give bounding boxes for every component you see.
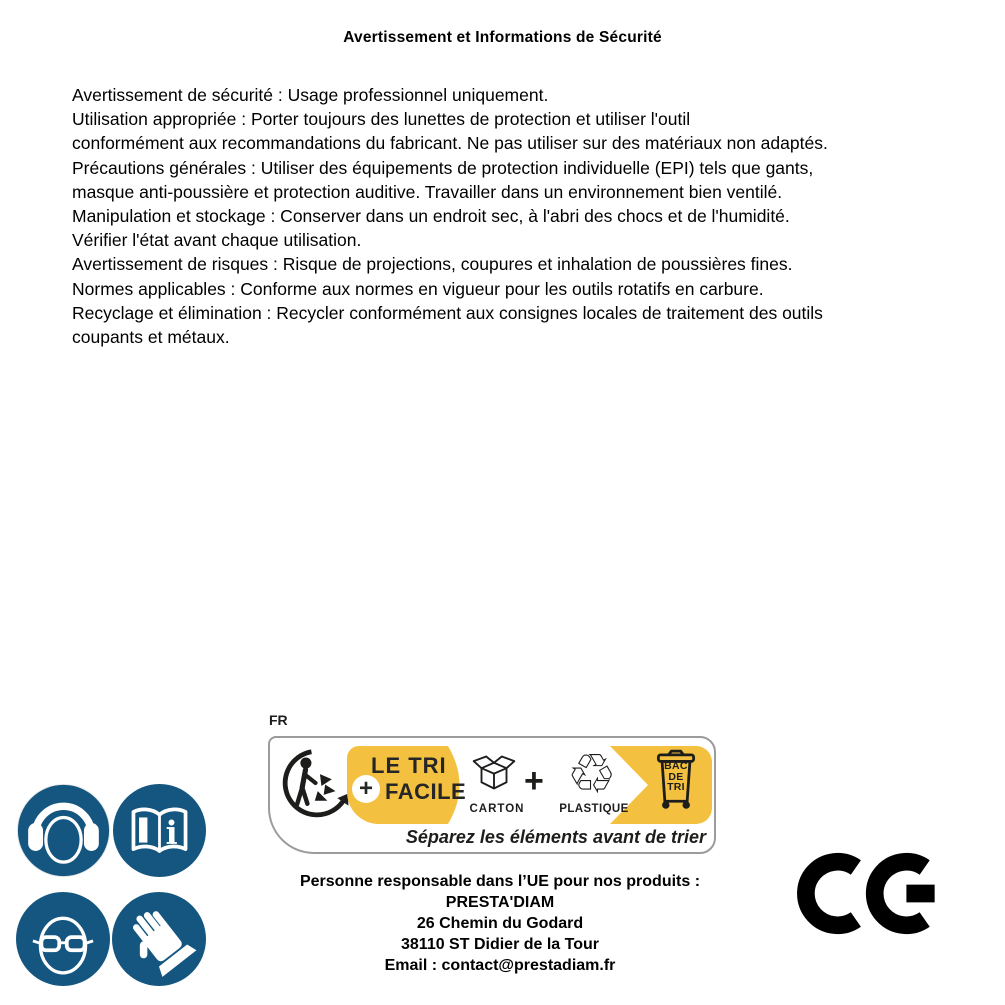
safety-text-block xyxy=(72,83,828,349)
address-line: 26 Chemin du Godard xyxy=(416,915,584,932)
facile-text: FACILE xyxy=(385,779,467,804)
plastique-label: PLASTIQUE xyxy=(559,803,629,815)
page-title: Avertissement et Informations de Sécurité xyxy=(343,29,662,46)
wear-ear-protection-icon xyxy=(17,784,110,877)
safety-text-line: coupants et métaux. xyxy=(72,327,230,348)
responsible-person-block xyxy=(255,871,745,976)
email-line: Email : contact@prestadiam.fr xyxy=(384,957,616,974)
safety-text-line: Vérifier l'état avant chaque utilisation. xyxy=(72,230,362,251)
address-line: 38110 ST Didier de la Tour xyxy=(401,936,599,953)
safety-text-line: Recyclage et élimination : Recycler conformément aux consignes locales de traitement des outils xyxy=(72,302,823,323)
bin-text: BAC DE TRI xyxy=(664,760,688,793)
ce-mark-icon xyxy=(797,845,947,942)
triman-icon xyxy=(280,745,354,821)
carton-box-icon xyxy=(469,751,519,801)
read-instruction-manual-icon xyxy=(113,784,206,877)
safety-text-line: Avertissement de sécurité : Usage professionnel uniquement. xyxy=(72,85,549,105)
safety-text-line: Manipulation et stockage : Conserver dans un endroit sec, à l'abri des chocs et de l'humidité. xyxy=(72,206,790,227)
safety-text-line: Précautions générales : Utiliser des équipements de protection individuelle (EPI) tels que gants, xyxy=(72,157,814,178)
recycling-sorting-label xyxy=(268,736,716,854)
safety-text-line: masque anti-poussière et protection auditive. Travailler dans un environnement bien ventilé. xyxy=(72,181,783,202)
sorting-band xyxy=(347,742,712,824)
company-name: PRESTA'DIAM xyxy=(445,894,555,911)
responsible-line: Personne responsable dans l’UE pour nos produits : xyxy=(299,873,701,890)
plus-circle-icon: + xyxy=(352,775,380,803)
sorting-tagline: Séparez les éléments avant de trier xyxy=(405,827,706,847)
safety-text-line: Utilisation appropriée : Porter toujours des lunettes de protection et utiliser l'outil xyxy=(72,109,691,130)
carton-label: CARTON xyxy=(469,803,525,815)
manual-info-letter: i xyxy=(165,814,178,852)
plus-separator: + xyxy=(524,762,544,800)
safety-text-line: Normes applicables : Conforme aux normes en vigueur pour les outils rotatifs en carbure. xyxy=(72,278,764,299)
country-code-label: FR xyxy=(269,712,288,728)
wear-protective-gloves-icon xyxy=(112,892,206,986)
le-tri-text: LE TRI xyxy=(371,753,447,778)
safety-text-line: conformément aux recommandations du fabricant. Ne pas utiliser sur des matériaux non adaptés. xyxy=(72,133,828,154)
recycling-triangle-icon: ♲ xyxy=(567,742,617,806)
safety-text-line: Avertissement de risques : Risque de projections, coupures et inhalation de poussières fines. xyxy=(72,254,793,275)
wear-eye-protection-icon xyxy=(16,892,110,986)
sorting-bin-icon xyxy=(650,746,702,812)
